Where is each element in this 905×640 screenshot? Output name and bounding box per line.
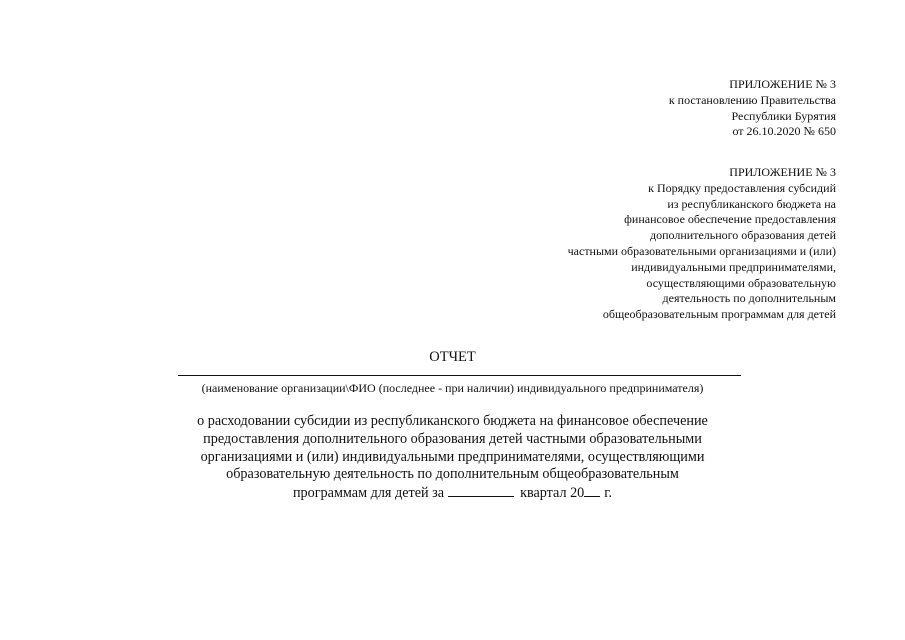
appendix-line: от 26.10.2020 № 650 [732, 124, 836, 139]
appendix-line: индивидуальными предпринимателями, [631, 259, 836, 274]
report-period-suffix: г. [604, 485, 613, 502]
appendix-heading: ПРИЛОЖЕНИЕ № 3 [729, 165, 836, 179]
appendix-line: частными образовательными организациями и (или) [567, 243, 836, 258]
appendix-line: деятельность по дополнительным [662, 291, 836, 306]
appendix-heading: ПРИЛОЖЕНИЕ № 3 [729, 77, 836, 91]
organization-name-fill-line [178, 375, 741, 376]
organization-name-caption: (наименование организации\ФИО (последнее - при наличии) индивидуального предпринимателя) [201, 381, 704, 395]
report-subject [0, 413, 905, 503]
appendix-line: из республиканского бюджета на [667, 196, 836, 211]
appendix-line: к Порядку предоставления субсидий [648, 180, 836, 195]
appendix-line: к постановлению Правительства [668, 92, 836, 107]
report-period-line [0, 484, 905, 503]
appendix-block-government-decree [669, 77, 836, 140]
report-subject-line: предоставления дополнительного образования детей частными образовательными [203, 430, 702, 447]
appendix-line: общеобразовательным программам для детей [602, 307, 836, 322]
report-subject-line: о расходовании субсидии из республиканского бюджета на финансовое обеспечение [197, 413, 708, 429]
report-title: ОТЧЕТ [429, 349, 476, 365]
appendix-line: финансовое обеспечение предоставления [624, 212, 836, 227]
appendix-line: Республики Бурятия [731, 108, 836, 123]
report-subject-line: образовательную деятельность по дополнительным общеобразовательным [226, 466, 679, 483]
report-period-prefix: программам для детей за [292, 485, 445, 502]
quarter-fill-blank [448, 484, 514, 497]
appendix-line: осуществляющими образовательную [646, 275, 836, 290]
appendix-line: дополнительного образования детей [650, 228, 836, 243]
appendix-block-subsidy-procedure [568, 165, 836, 323]
year-fill-blank [584, 484, 600, 497]
report-subject-line: организациями и (или) индивидуальными предпринимателями, осуществляющими [200, 448, 705, 465]
report-period-middle: квартал 20 [520, 485, 585, 502]
